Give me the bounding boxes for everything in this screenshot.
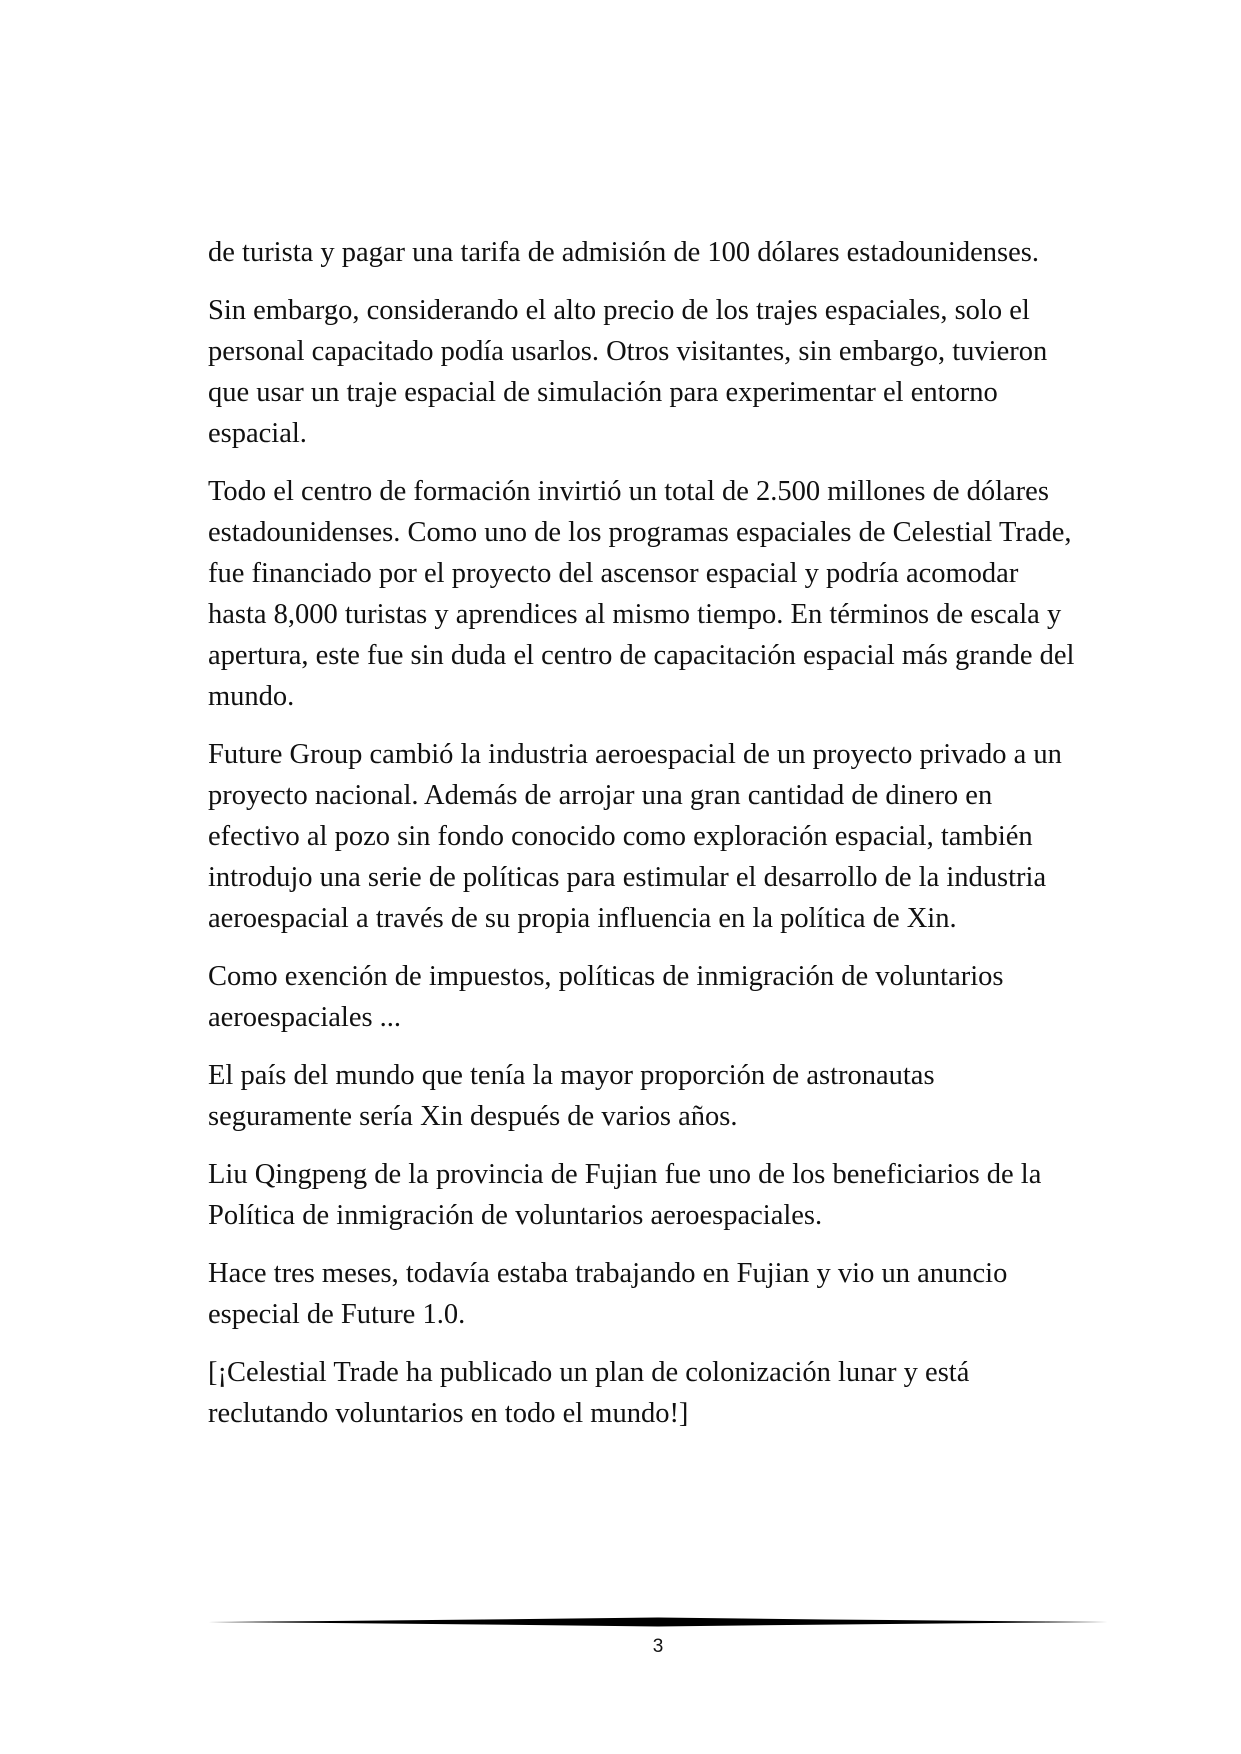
paragraph-8: Hace tres meses, todavía estaba trabajando en Fujian y vio un anuncio especial de Future 1.0.: [208, 1258, 1008, 1330]
page-number: 3: [652, 1636, 664, 1657]
footer-divider: [208, 1616, 1108, 1628]
paragraph-5: Como exención de impuestos, políticas de inmigración de voluntarios aeroespaciales ...: [208, 961, 1004, 1033]
body-text: [208, 232, 1078, 1451]
paragraph-7: Liu Qingpeng de la provincia de Fujian fue uno de los beneficiarios de la Política de inmigración de voluntarios aeroespaciales.: [208, 1159, 1042, 1231]
paragraph-4: Future Group cambió la industria aeroespacial de un proyecto privado a un proyecto nacional. Además de arrojar una gran cantidad de dinero en efectivo al pozo sin fondo conocido como exploración espacial, también introdujo una serie de políticas para estimular el desarrollo de la industria aeroespacial a través de su propia influencia en la política de Xin.: [208, 739, 1062, 934]
paragraph-6: El país del mundo que tenía la mayor proporción de astronautas seguramente sería Xin después de varios años.: [208, 1060, 935, 1132]
paragraph-2: Sin embargo, considerando el alto precio de los trajes espaciales, solo el personal capacitado podía usarlos. Otros visitantes, sin embargo, tuvieron que usar un traje espacial de simulación para experimentar el entorno espacial.: [208, 295, 1048, 449]
paragraph-9: [¡Celestial Trade ha publicado un plan de colonización lunar y está reclutando voluntarios en todo el mundo!]: [208, 1357, 970, 1429]
paragraph-3: Todo el centro de formación invirtió un total de 2.500 millones de dólares estadounidenses. Como uno de los programas espaciales de Celestial Trade, fue financiado por el proyecto del ascensor espacial y podría acomodar hasta 8,000 turistas y aprendices al mismo tiempo. En términos de escala y apertura, este fue sin duda el centro de capacitación espacial más grande del mundo.: [208, 476, 1075, 712]
paragraph-1: de turista y pagar una tarifa de admisión de 100 dólares estadounidenses.: [208, 237, 1039, 268]
